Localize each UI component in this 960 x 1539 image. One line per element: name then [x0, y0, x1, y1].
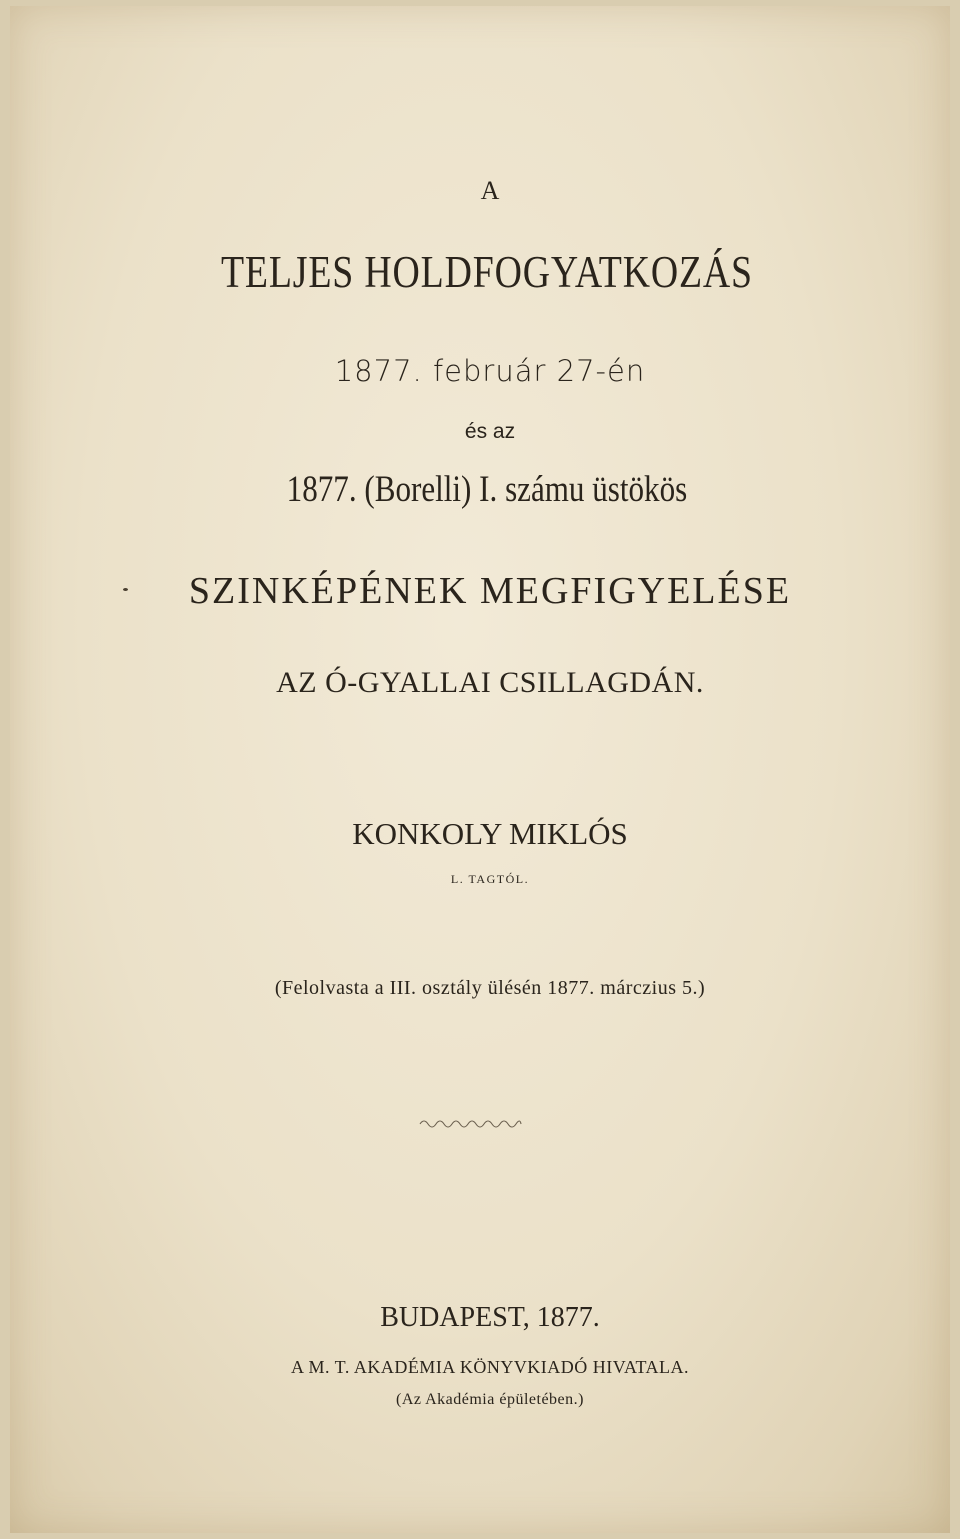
imprint-city-year: BUDAPEST, 1877. [380, 1302, 600, 1333]
ornament-divider-icon [418, 1116, 523, 1132]
observatory-name: AZ Ó-GYALLAI CSILLAGDÁN. [276, 666, 704, 699]
spectrum-heading: SZINKÉPÉNEK MEGFIGYELÉSE [188, 570, 792, 612]
imprint-location: (Az Akadémia épületében.) [396, 1391, 584, 1408]
title-article: A [480, 176, 500, 205]
author-role: L. TAGTÓL. [450, 872, 530, 886]
comet-name: 1877. (Borelli) I. számu üstökös [286, 469, 688, 510]
ink-speck [123, 588, 128, 591]
conjunction: és az [464, 420, 516, 443]
main-title: TELJES HOLDFOGYATKOZÁS [220, 247, 753, 297]
reading-note: (Felolvasta a III. osztály ülésén 1877. márczius 5.) [274, 977, 706, 999]
eclipse-date: 1877. február 27-én [334, 354, 646, 388]
title-page [10, 6, 950, 1533]
author-name: KONKOLY MIKLÓS [352, 816, 628, 851]
imprint-publisher: A M. T. AKADÉMIA KÖNYVKIADÓ HIVATALA. [290, 1357, 690, 1377]
